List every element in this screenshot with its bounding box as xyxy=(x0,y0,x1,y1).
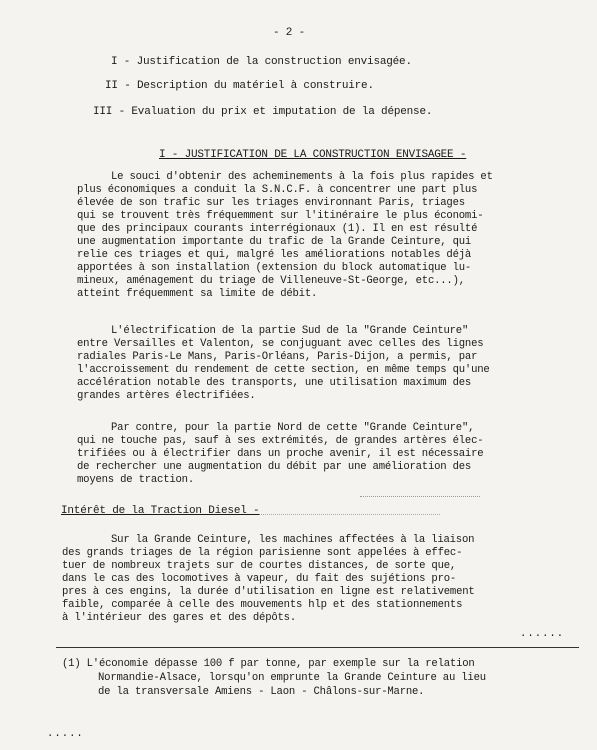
p2-line-3: radiales Paris-Le Mans, Paris-Orléans, Paris-Dijon, a permis, par xyxy=(77,351,478,363)
bottom-dots: ..... xyxy=(47,728,84,740)
p1-line-7: relie ces triages et qui, malgré les améliorations notables déjà xyxy=(77,249,472,261)
p1-line-6: une augmentation importante du trafic de la Grande Ceinture, qui xyxy=(77,236,472,248)
p4-line-3: tuer de nombreux trajets sur de courtes distances, de sorte que, xyxy=(62,560,457,572)
p1-line-5: que des principaux courants interrégionaux (1). Il en est résulté xyxy=(77,223,478,235)
bleed-through-mark xyxy=(360,496,480,501)
section-title xyxy=(159,149,466,162)
p2-line-1: L'électrification de la partie Sud de la "Grande Ceinture" xyxy=(111,325,469,337)
p1-line-3: élevée de son trafic sur les triages environnant Paris, triages xyxy=(77,197,465,209)
p4-line-6: faible, comparée à celle des mouvements hlp et des stationnements xyxy=(62,599,463,611)
p4-line-2: des grands triages de la région parisienne sont appelées à effec- xyxy=(62,547,463,559)
p1-line-8: apportées à son installation (extension du block automatique lu- xyxy=(77,262,472,274)
p1-line-10: atteint fréquemment sa limite de débit. xyxy=(77,288,318,300)
footnote-line-3: de la transversale Amiens - Laon - Châlons-sur-Marne. xyxy=(98,686,425,698)
p4-line-5: pres à ces engins, la durée d'utilisation en ligne est relativement xyxy=(62,586,475,598)
p1-line-4: qui se trouvent très fréquemment sur l'itinéraire le plus économi- xyxy=(77,210,484,222)
p3-line-3: trifiées ou à électrifier dans un proche avenir, il est nécessaire xyxy=(77,448,484,460)
p1-line-1: Le souci d'obtenir des acheminements à la fois plus rapides et xyxy=(111,171,493,183)
footnote-line-2: Normandie-Alsace, lorsqu'on emprunte la Grande Ceinture au lieu xyxy=(98,672,486,684)
p2-line-2: entre Versailles et Valenton, se conjuguant avec celles des lignes xyxy=(77,338,484,350)
p3-line-2: qui ne touche pas, sauf à ses extrémités, de grandes artères élec- xyxy=(77,435,484,447)
p4-line-4: dans le cas des locomotives à vapeur, du fait des sujétions pro- xyxy=(62,573,457,585)
p1-line-9: mineux, aménagement du triage de Villeneuve-St-George, etc...), xyxy=(77,275,465,287)
p2-line-5: accélération notable des transports, une utilisation maximum des xyxy=(77,377,472,389)
subheading-diesel: Intérêt de la Traction Diesel - xyxy=(61,505,260,517)
bleed-through-mark xyxy=(240,514,440,519)
p2-line-6: grandes artères électrifiées. xyxy=(77,390,256,402)
p3-line-1: Par contre, pour la partie Nord de cette "Grande Ceinture", xyxy=(111,422,475,434)
page-number: - 2 - xyxy=(273,27,306,39)
outline-item-1: I - Justification de la construction envisagée. xyxy=(111,56,412,68)
p3-line-4: de rechercher une augmentation du débit par une amélioration des xyxy=(77,461,472,473)
p3-line-5: moyens de traction. xyxy=(77,474,194,486)
section-title-text: I - JUSTIFICATION DE LA CONSTRUCTION ENVISAGEE - xyxy=(159,149,467,161)
footnote-line-1: (1) L'économie dépasse 100 f par tonne, par exemple sur la relation xyxy=(62,658,475,670)
p4-line-1: Sur la Grande Ceinture, les machines affectées à la liaison xyxy=(111,534,475,546)
footnote-rule xyxy=(56,647,579,648)
p1-line-2: plus économiques a conduit la S.N.C.F. à concentrer une part plus xyxy=(77,184,478,196)
continuation-dots: ...... xyxy=(520,628,565,640)
p2-line-4: l'accroissement du rendement de cette section, en même temps qu'une xyxy=(77,364,490,376)
outline-item-3: III - Evaluation du prix et imputation de la dépense. xyxy=(93,106,433,118)
outline-item-2: II - Description du matériel à construire. xyxy=(105,80,374,92)
p4-line-7: à l'intérieur des gares et des dépôts. xyxy=(62,612,296,624)
